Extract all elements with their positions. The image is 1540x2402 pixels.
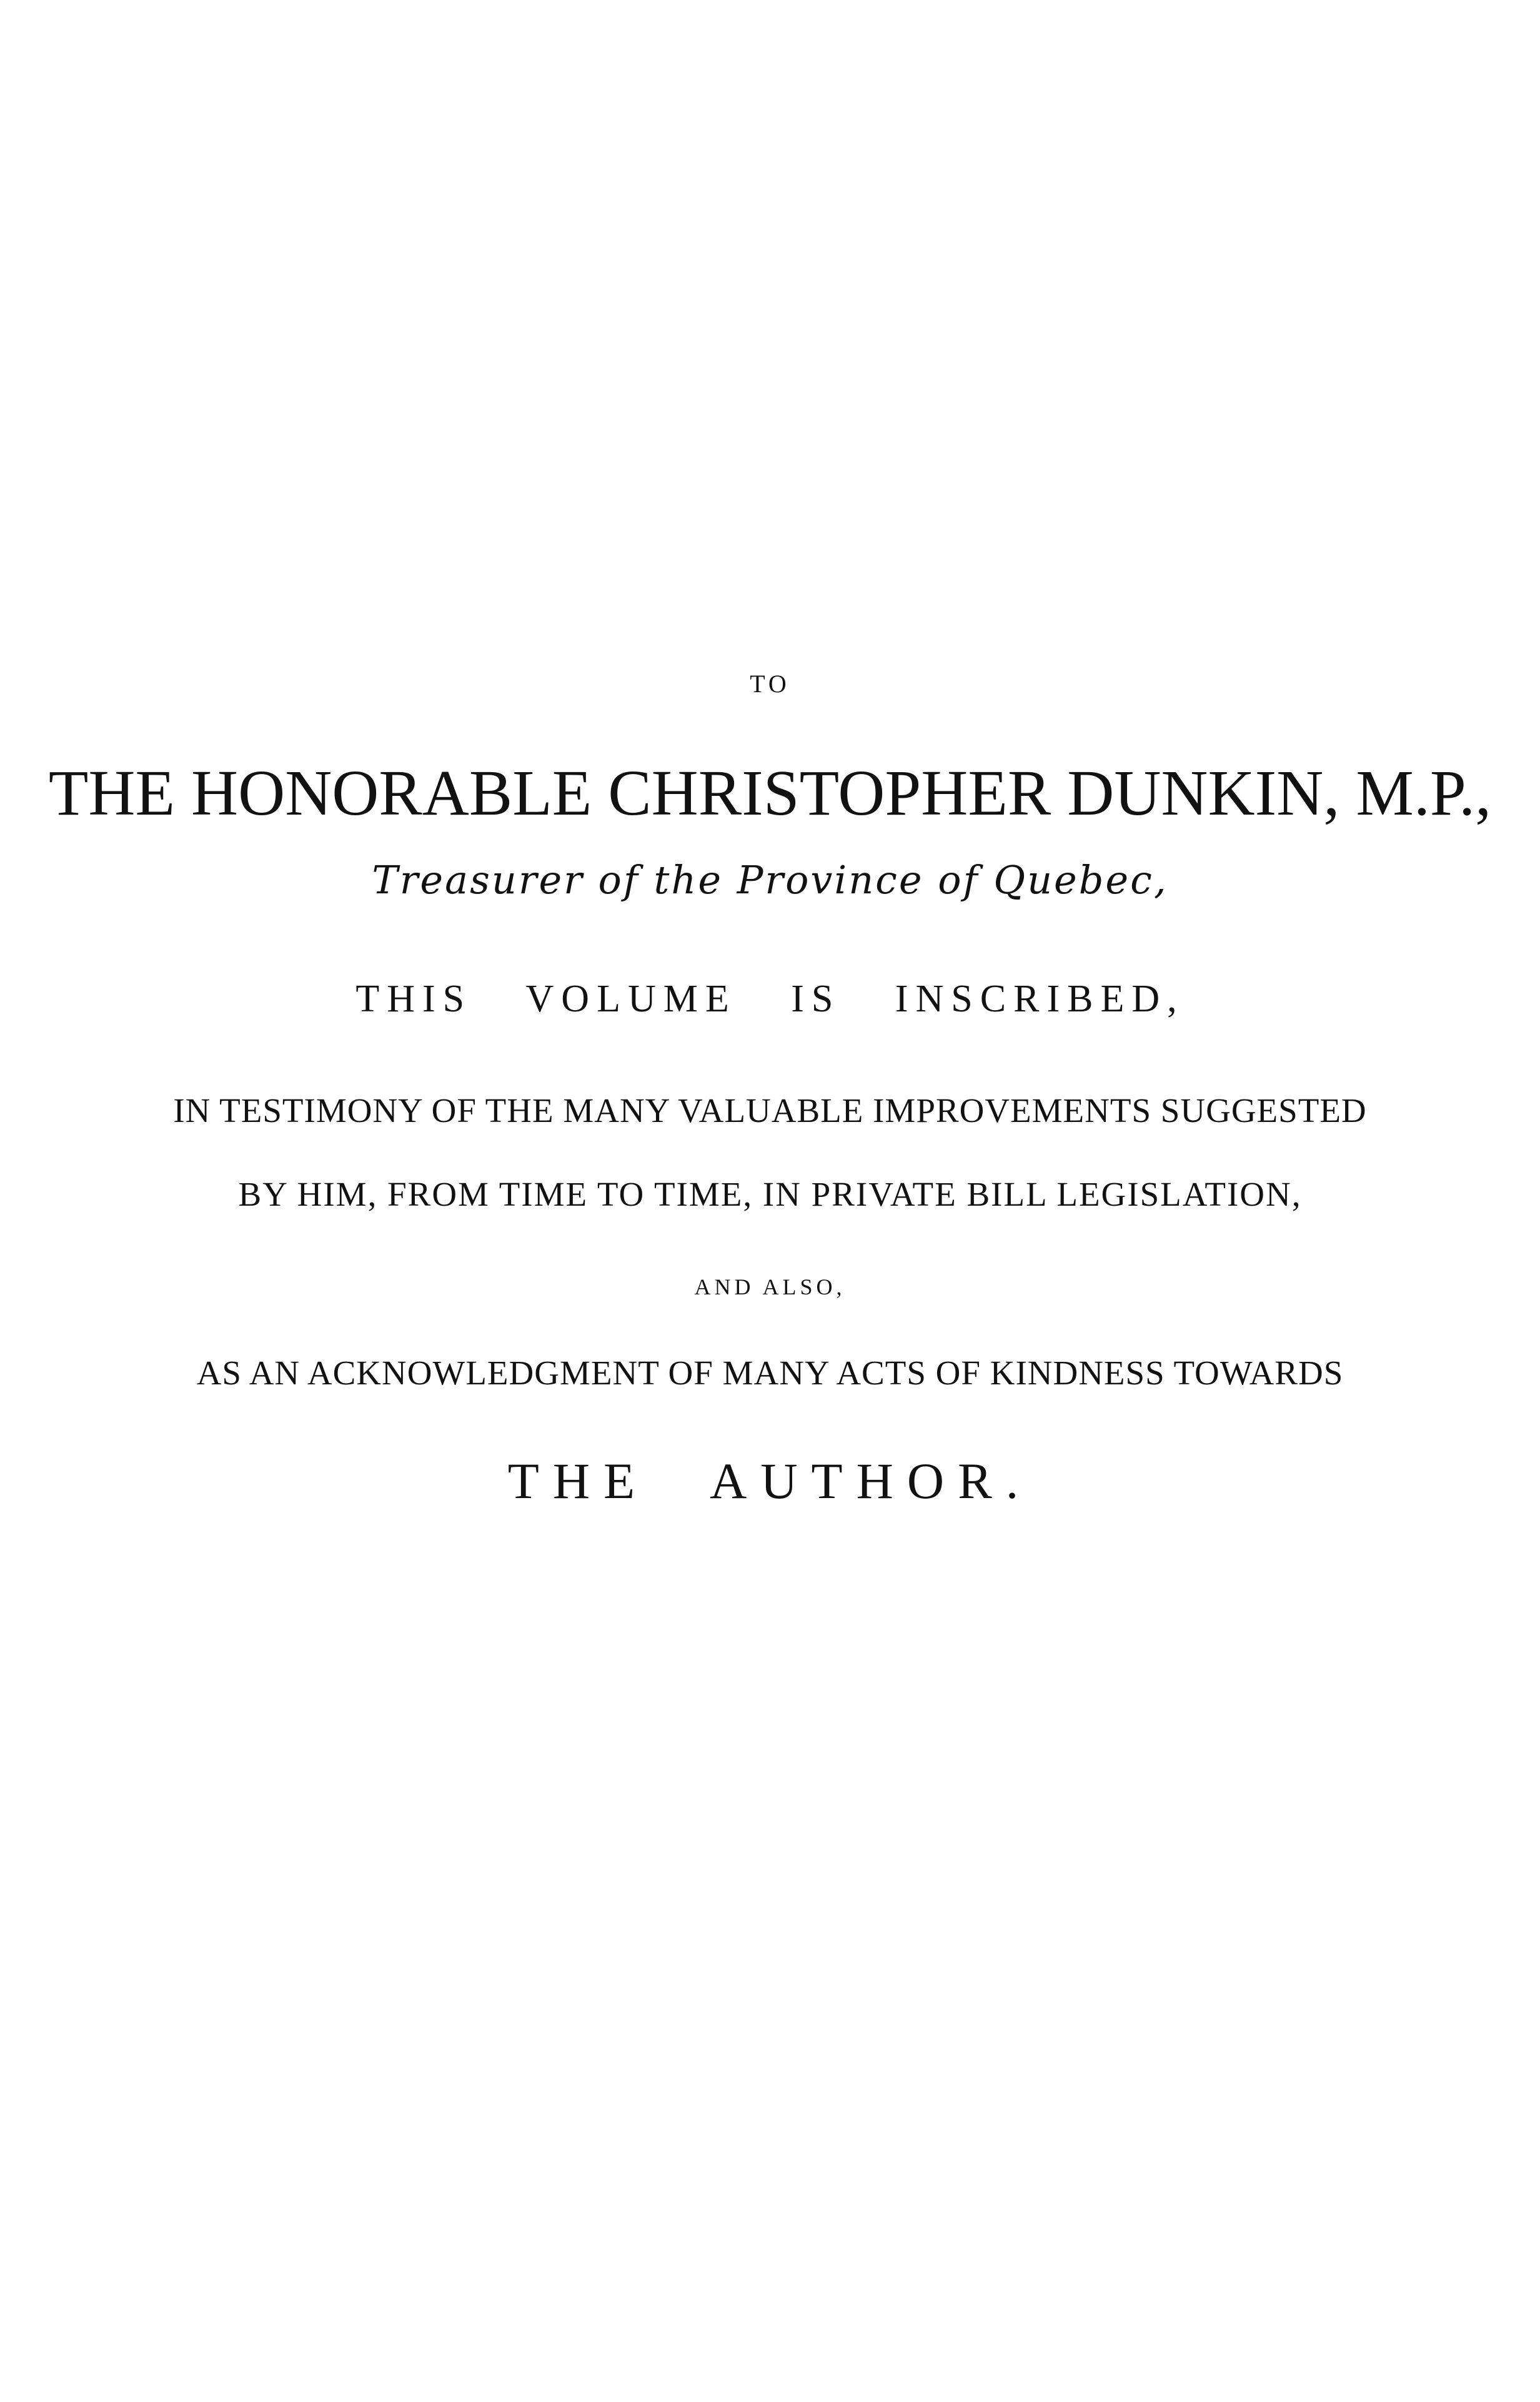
and-also-line: AND ALSO, [694,1274,846,1299]
legislation-line: BY HIM, FROM TIME TO TIME, IN PRIVATE BILL LEGISLATION, [238,1175,1302,1213]
author-signature: THE AUTHOR. [507,1452,1033,1509]
dedication-to: TO [750,670,790,698]
testimony-line: IN TESTIMONY OF THE MANY VALUABLE IMPROVEMENTS SUGGESTED [173,1091,1367,1129]
acknowledgment-line: AS AN ACKNOWLEDGMENT OF MANY ACTS OF KINDNESS TOWARDS [196,1354,1344,1392]
inscription-line: THIS VOLUME IS INSCRIBED, [355,978,1185,1020]
honoree-name: THE HONORABLE CHRISTOPHER DUNKIN, M.P., [48,757,1492,829]
honoree-office: Treasurer of the Province of Quebec, [372,857,1168,903]
